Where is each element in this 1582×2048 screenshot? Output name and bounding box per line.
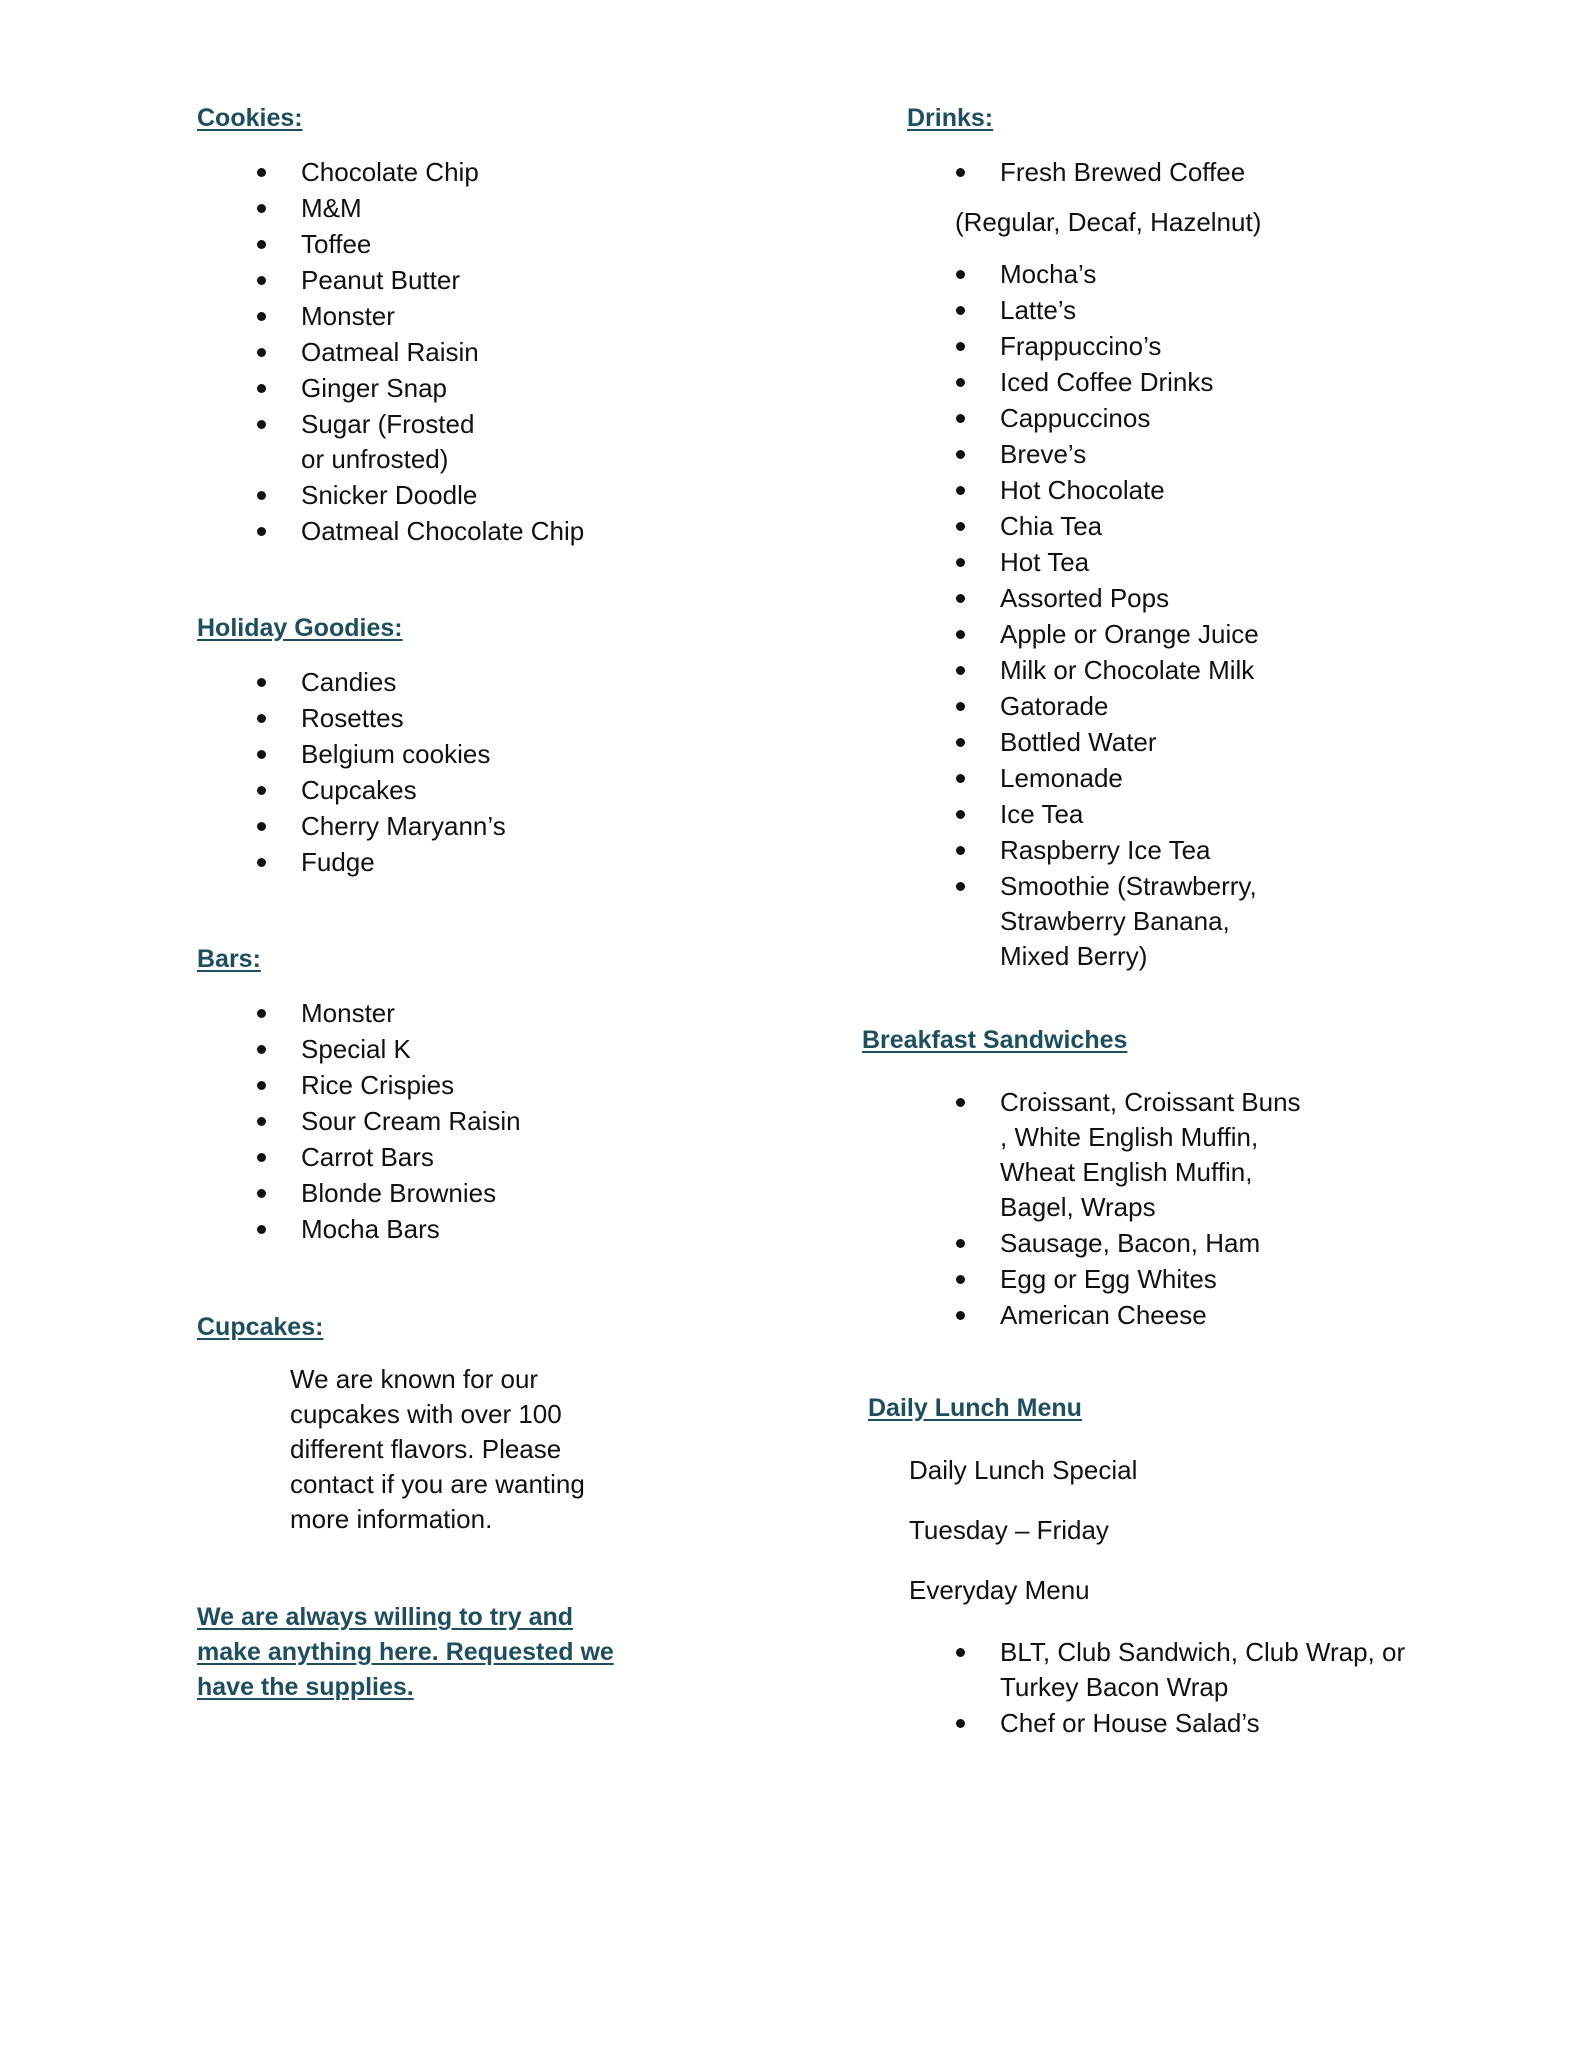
breakfast-sandwiches-heading: Breakfast Sandwiches xyxy=(862,1026,1128,1054)
list-item: Raspberry Ice Tea xyxy=(950,833,1310,868)
cookies-heading: Cookies: xyxy=(197,104,303,132)
list-item: Monster xyxy=(251,996,611,1031)
list-item: Croissant, Croissant Buns , White English Muffin, Wheat English Muffin, Bagel, Wraps xyxy=(950,1085,1310,1225)
list-item: M&M xyxy=(251,191,611,226)
list-item: Blonde Brownies xyxy=(251,1176,611,1211)
list-item: Frappuccino’s xyxy=(950,329,1310,364)
list-item: Snicker Doodle xyxy=(251,478,611,513)
drinks-heading: Drinks: xyxy=(907,104,994,132)
list-item: Ginger Snap xyxy=(251,371,611,406)
list-item: BLT, Club Sandwich, Club Wrap, or Turkey Bacon Wrap xyxy=(950,1635,1410,1705)
list-item: Mocha’s xyxy=(950,257,1310,292)
list-item: Monster xyxy=(251,299,611,334)
holiday-goodies-heading: Holiday Goodies: xyxy=(197,614,403,642)
list-item: Gatorade xyxy=(950,689,1310,724)
everyday-menu-list xyxy=(950,1635,1420,1742)
lunch-days: Tuesday – Friday xyxy=(909,1515,1109,1545)
list-item: Apple or Orange Juice xyxy=(950,617,1310,652)
cookies-list xyxy=(251,155,611,550)
list-item: Lemonade xyxy=(950,761,1310,796)
cupcakes-description: We are known for our cupcakes with over 100 different flavors. Please contact if you are wanting more information. xyxy=(290,1364,585,1534)
bars-list xyxy=(251,996,611,1248)
daily-lunch-special: Daily Lunch Special xyxy=(909,1455,1138,1485)
coffee-options: (Regular, Decaf, Hazelnut) xyxy=(955,207,1262,237)
list-item: Assorted Pops xyxy=(950,581,1310,616)
list-item: Peanut Butter xyxy=(251,263,611,298)
list-item: Sour Cream Raisin xyxy=(251,1104,611,1139)
list-item: Carrot Bars xyxy=(251,1140,611,1175)
list-item: Cherry Maryann’s xyxy=(251,809,611,844)
list-item: Milk or Chocolate Milk xyxy=(950,653,1310,688)
list-item: Cappuccinos xyxy=(950,401,1310,436)
list-item: Chia Tea xyxy=(950,509,1310,544)
list-item: Hot Chocolate xyxy=(950,473,1310,508)
special-requests-note: We are always willing to try and make anything here. Requested we have the supplies. xyxy=(197,1603,614,1701)
list-item: Smoothie (Strawberry, Strawberry Banana, Mixed Berry) xyxy=(950,869,1300,974)
list-item: Rice Crispies xyxy=(251,1068,611,1103)
cupcakes-heading: Cupcakes: xyxy=(197,1313,324,1341)
list-item: Hot Tea xyxy=(950,545,1310,580)
list-item: Latte’s xyxy=(950,293,1310,328)
list-item: Ice Tea xyxy=(950,797,1310,832)
list-item: Mocha Bars xyxy=(251,1212,611,1247)
everyday-menu-label: Everyday Menu xyxy=(909,1575,1090,1605)
list-item: Toffee xyxy=(251,227,611,262)
list-item: Chocolate Chip xyxy=(251,155,611,190)
list-item: Sausage, Bacon, Ham xyxy=(950,1226,1330,1261)
list-item: Oatmeal Chocolate Chip xyxy=(251,514,611,549)
list-item: Breve’s xyxy=(950,437,1310,472)
breakfast-sandwiches-list xyxy=(950,1085,1330,1334)
drinks-list xyxy=(950,257,1310,975)
list-item: Sugar (Frosted or unfrosted) xyxy=(251,407,501,477)
list-item: Cupcakes xyxy=(251,773,611,808)
list-item: Oatmeal Raisin xyxy=(251,335,611,370)
drinks-first-list xyxy=(950,155,1310,191)
holiday-goodies-list xyxy=(251,665,611,881)
bars-heading: Bars: xyxy=(197,945,261,973)
list-item: Bottled Water xyxy=(950,725,1310,760)
list-item: Candies xyxy=(251,665,611,700)
list-item: Rosettes xyxy=(251,701,611,736)
list-item: Belgium cookies xyxy=(251,737,611,772)
list-item: Iced Coffee Drinks xyxy=(950,365,1310,400)
list-item: Special K xyxy=(251,1032,611,1067)
list-item: Egg or Egg Whites xyxy=(950,1262,1330,1297)
daily-lunch-menu-heading: Daily Lunch Menu xyxy=(868,1394,1082,1422)
list-item: American Cheese xyxy=(950,1298,1330,1333)
list-item: Fresh Brewed Coffee xyxy=(950,155,1310,190)
list-item: Chef or House Salad’s xyxy=(950,1706,1420,1741)
list-item: Fudge xyxy=(251,845,611,880)
